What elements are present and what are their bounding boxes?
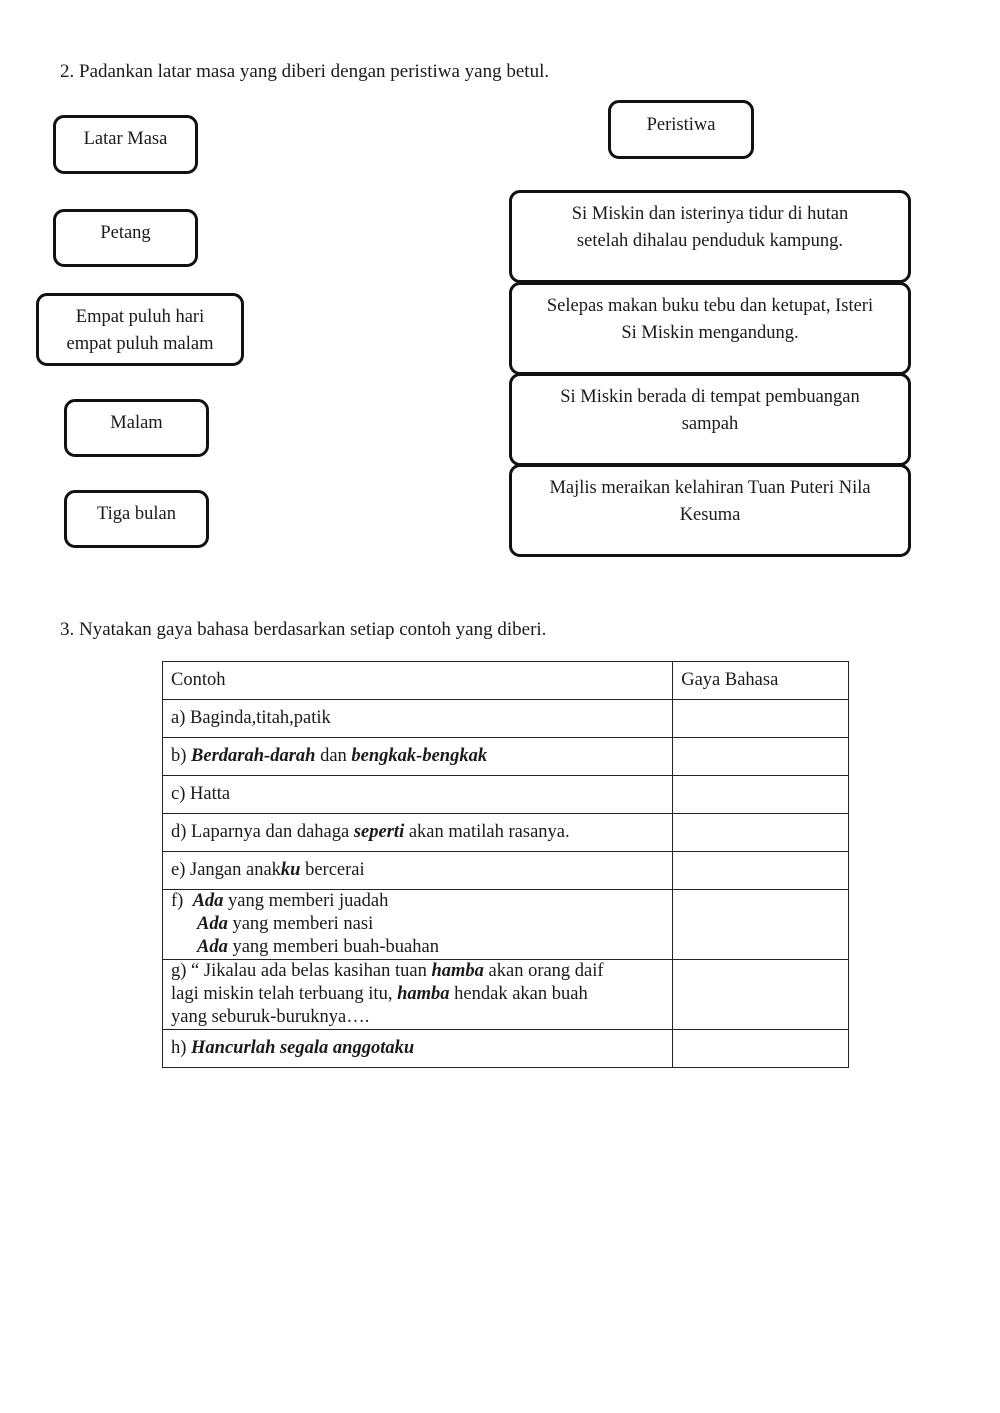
peristiwa-item-4[interactable] [509,464,911,557]
peristiwa-header-box [608,100,754,159]
latar-item-empat-puluh-hari[interactable] [36,293,244,366]
peristiwa-item-line1: Selepas makan buku tebu dan ketupat, Isteri [546,296,874,316]
peristiwa-item-line2: Kesuma [679,505,741,525]
answer-cell-d[interactable] [673,814,849,852]
contoh-e: e) Jangan anakku bercerai [163,852,673,890]
answer-cell-h[interactable] [673,1030,849,1068]
peristiwa-item-line2: setelah dihalau penduduk kampung. [576,231,844,251]
latar-item-label: Malam [110,413,163,433]
table-row-d [163,814,849,852]
latar-item-label-line2: empat puluh malam [66,334,214,354]
gaya-bahasa-table [162,661,849,1068]
contoh-a: a) Baginda,titah,patik [163,700,673,738]
peristiwa-item-2[interactable] [509,282,911,375]
peristiwa-header-label: Peristiwa [646,115,716,135]
answer-cell-f[interactable] [673,890,849,960]
table-row-c [163,776,849,814]
latar-item-label: Petang [100,223,151,243]
q2-heading: 2. Padankan latar masa yang diberi dengan peristiwa yang betul. [60,61,550,82]
q3-heading: 3. Nyatakan gaya bahasa berdasarkan setiap contoh yang diberi. [60,619,547,640]
table-header-row [163,662,849,700]
answer-cell-a[interactable] [673,700,849,738]
contoh-b: b) Berdarah-darah dan bengkak-bengkak [163,738,673,776]
latar-item-label-line1: Empat puluh hari [75,307,205,327]
contoh-h: h) Hancurlah segala anggotaku [163,1030,673,1068]
latar-item-petang[interactable] [53,209,198,267]
latar-item-tiga-bulan[interactable] [64,490,209,548]
table-row-g [163,960,849,1030]
contoh-d: d) Laparnya dan dahaga seperti akan matilah rasanya. [163,814,673,852]
peristiwa-item-1[interactable] [509,190,911,283]
col-header-gaya-bahasa: Gaya Bahasa [673,662,849,700]
answer-cell-g[interactable] [673,960,849,1030]
contoh-c: c) Hatta [163,776,673,814]
table-row-a [163,700,849,738]
answer-cell-b[interactable] [673,738,849,776]
peristiwa-item-line1: Si Miskin berada di tempat pembuangan [560,387,860,407]
latar-masa-header-label: Latar Masa [83,129,168,149]
peristiwa-item-3[interactable] [509,373,911,466]
peristiwa-item-line1: Majlis meraikan kelahiran Tuan Puteri Nila [549,478,871,498]
table-row-e [163,852,849,890]
answer-cell-c[interactable] [673,776,849,814]
col-header-contoh: Contoh [163,662,673,700]
peristiwa-item-line1: Si Miskin dan isterinya tidur di hutan [571,204,849,224]
latar-item-label: Tiga bulan [97,504,176,524]
table-row-b [163,738,849,776]
answer-cell-e[interactable] [673,852,849,890]
contoh-g: g) “ Jikalau ada belas kasihan tuan hamba akan orang daif lagi miskin telah terbuang itu, hamba hendak akan buah yang seburuk-buruknya…. [163,960,673,1030]
table-row-f [163,890,849,960]
contoh-f: f) Ada yang memberi juadah Ada yang memberi nasi Ada yang memberi buah-buahan [163,890,673,960]
peristiwa-item-line2: sampah [681,414,739,434]
latar-masa-header-box [53,115,198,174]
peristiwa-item-line2: Si Miskin mengandung. [621,323,799,343]
table-row-h [163,1030,849,1068]
latar-item-malam[interactable] [64,399,209,457]
